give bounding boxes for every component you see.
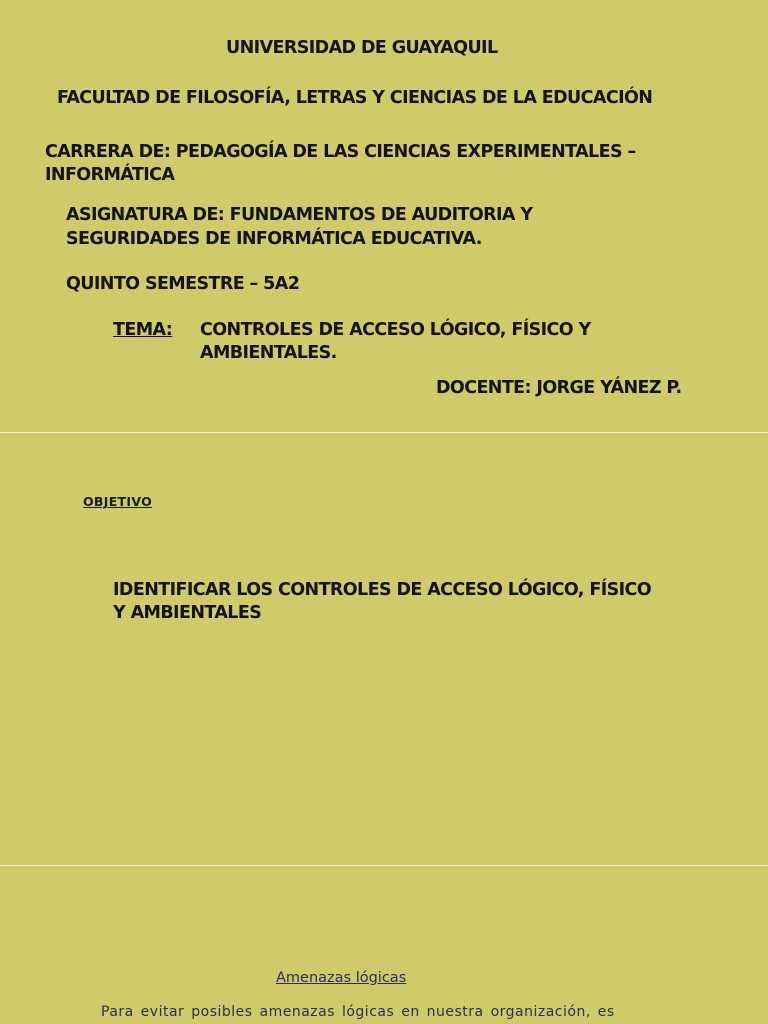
logical-threats-body: Para evitar posibles amenazas lógicas en nuestra organización, es: [101, 1004, 615, 1020]
career-line-2: INFORMÁTICA: [45, 165, 175, 185]
slide-logical-threats: [0, 866, 768, 1024]
semester: QUINTO SEMESTRE – 5A2: [66, 274, 300, 294]
objective-heading: OBJETIVO: [83, 494, 153, 509]
slide-objective: [0, 433, 768, 865]
subject-line-2: SEGURIDADES DE INFORMÁTICA EDUCATIVA.: [66, 229, 482, 249]
subject-line-1: ASIGNATURA DE: FUNDAMENTOS DE AUDITORIA Y: [66, 205, 533, 225]
slide-title: [0, 0, 768, 432]
topic-label: TEMA:: [113, 320, 173, 340]
topic-line-2: AMBIENTALES.: [200, 343, 337, 363]
career-line-1: CARRERA DE: PEDAGOGÍA DE LAS CIENCIAS EXPERIMENTALES –: [45, 142, 636, 162]
teacher-name: DOCENTE: JORGE YÁNEZ P.: [436, 378, 682, 398]
objective-line-2: Y AMBIENTALES: [113, 603, 262, 623]
objective-line-1: IDENTIFICAR LOS CONTROLES DE ACCESO LÓGICO, FÍSICO: [113, 580, 652, 600]
university-name: UNIVERSIDAD DE GUAYAQUIL: [226, 38, 498, 58]
logical-threats-heading: Amenazas lógicas: [276, 970, 407, 986]
topic-line-1: CONTROLES DE ACCESO LÓGICO, FÍSICO Y: [200, 320, 591, 340]
faculty-name: FACULTAD DE FILOSOFÍA, LETRAS Y CIENCIAS DE LA EDUCACIÓN: [57, 88, 653, 108]
